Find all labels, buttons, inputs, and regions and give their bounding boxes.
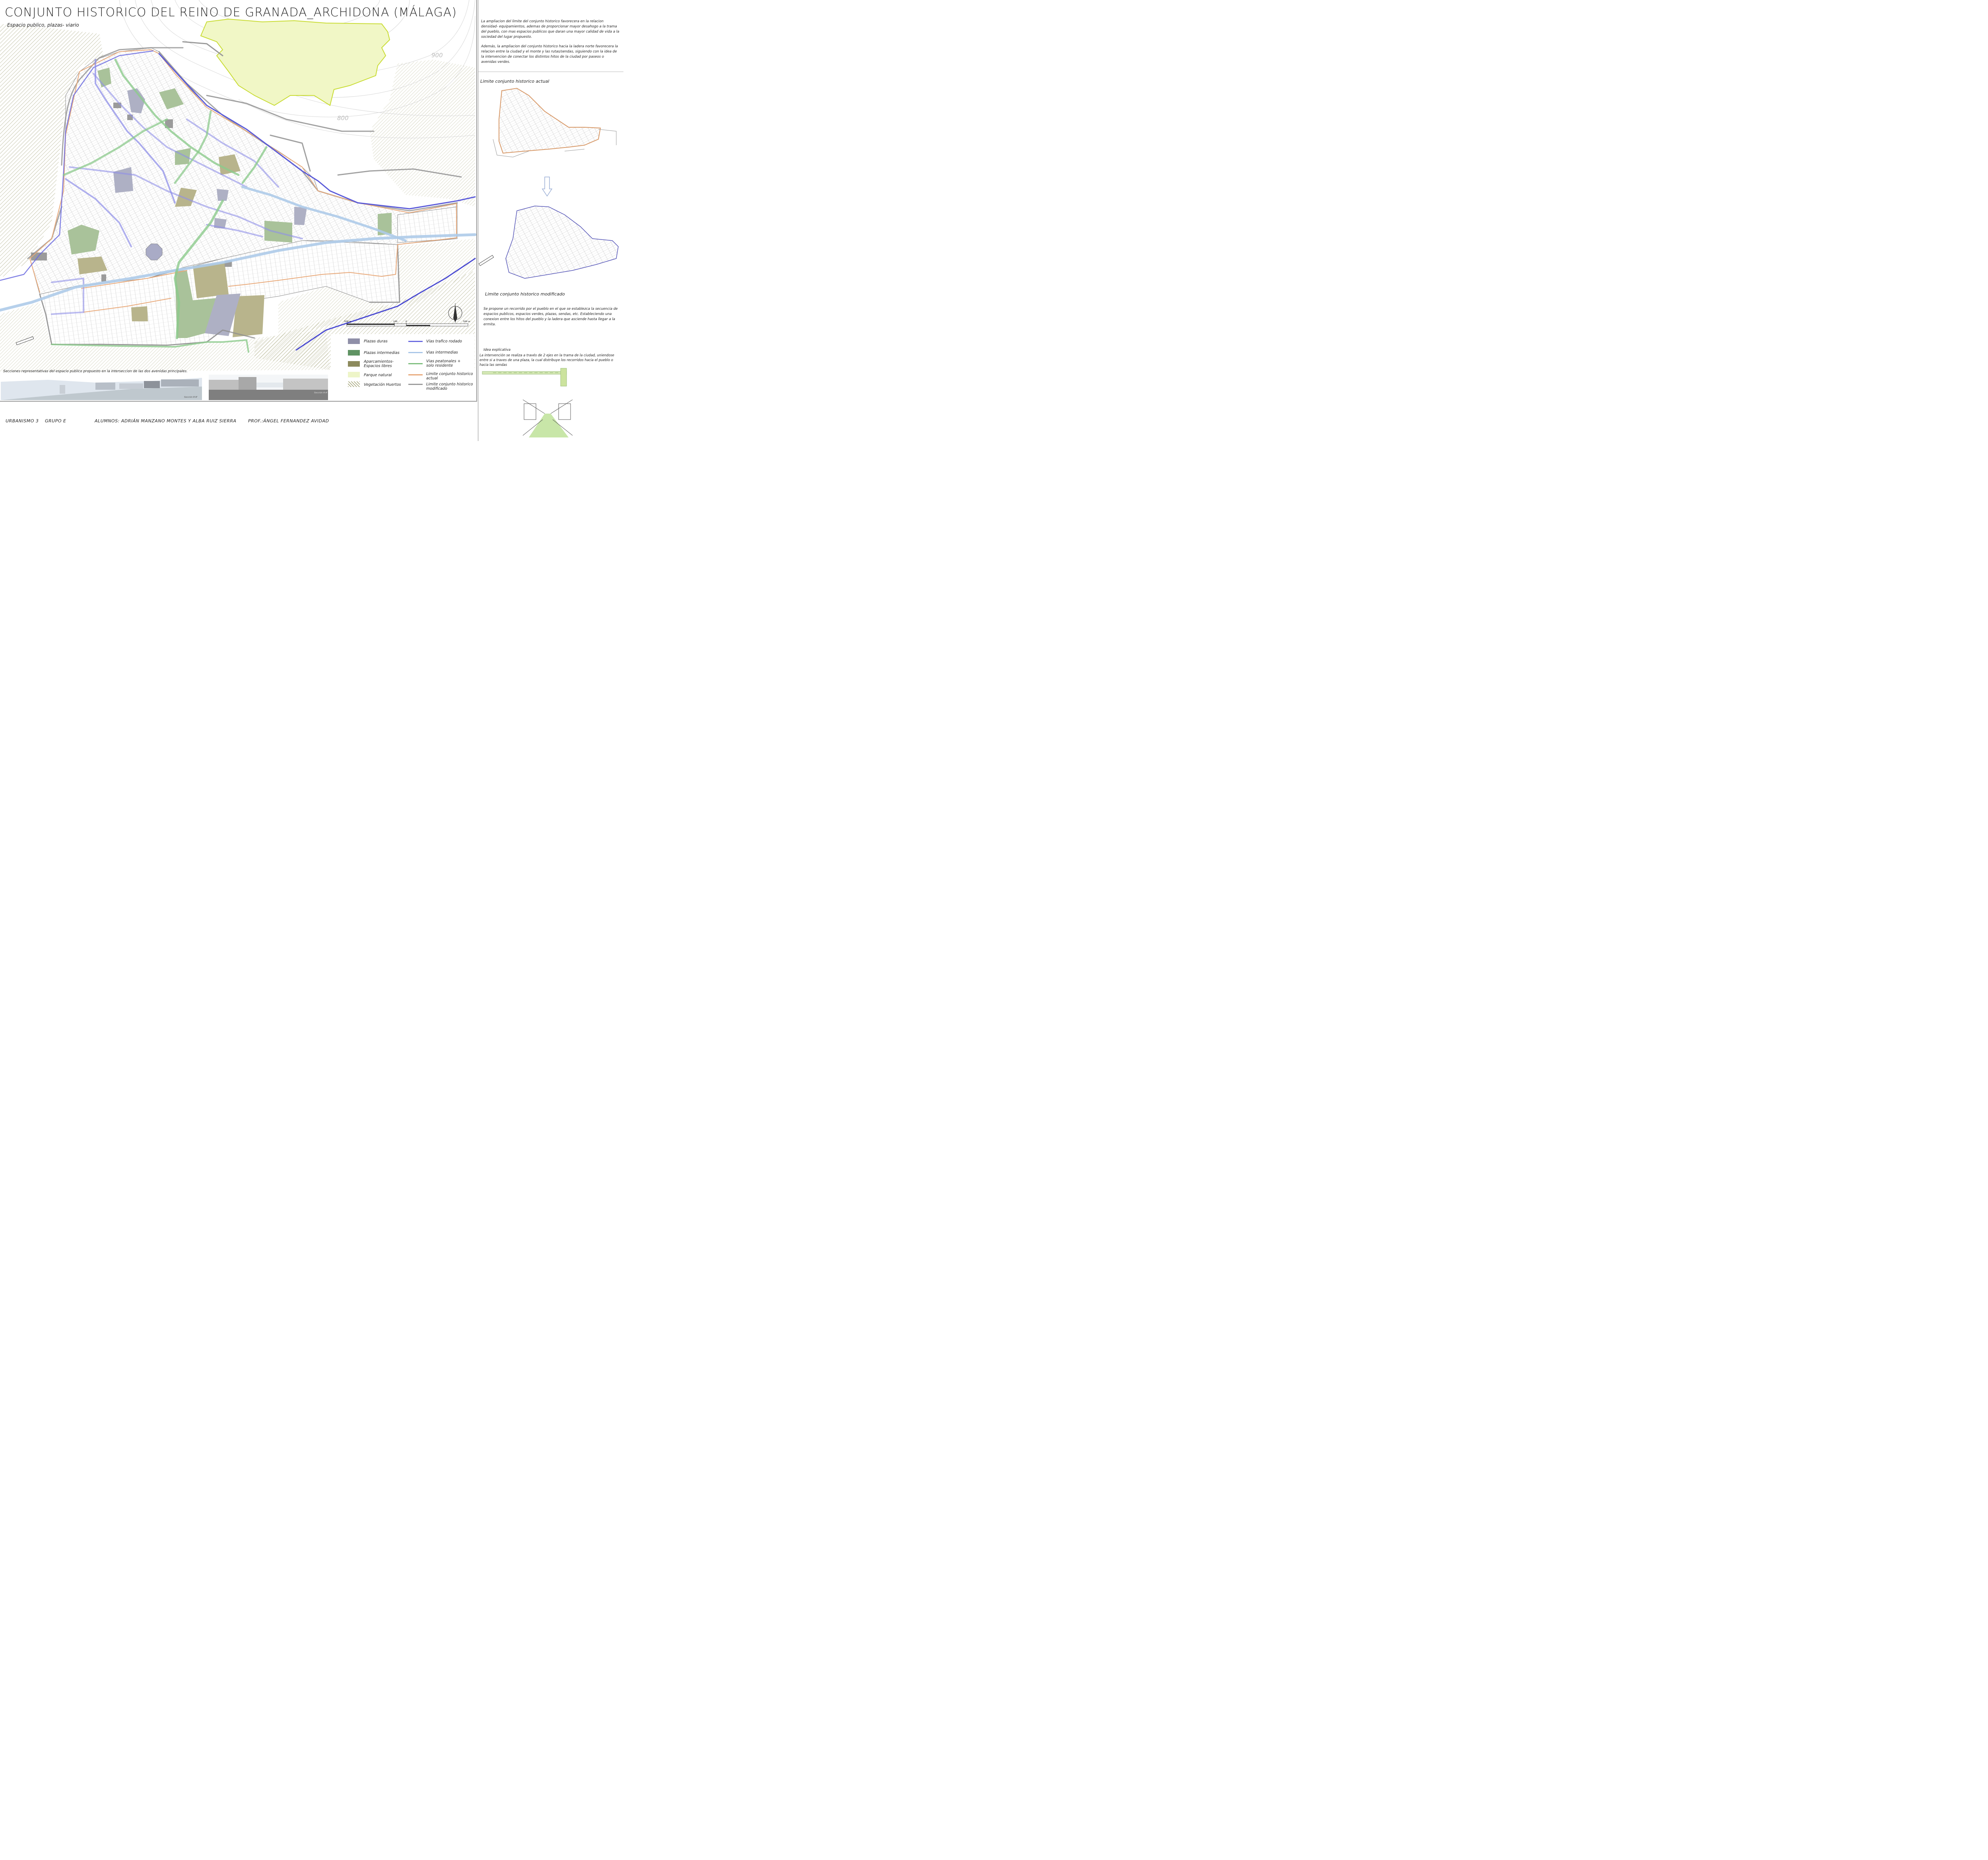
legend-label-vias-peatonales: Vias peatonales + solo residente bbox=[426, 359, 461, 368]
footer-course: URBANISMO 3 bbox=[6, 418, 39, 424]
footer-divider bbox=[0, 401, 477, 402]
legend-label-trafico-rodado: Vías trafico rodado bbox=[426, 339, 462, 344]
legend-swatch-plazas-duras bbox=[348, 338, 360, 344]
legend-label-parque-natural: Parque natural bbox=[364, 373, 392, 377]
contour-label-900: 900 bbox=[431, 52, 443, 59]
contour-label-800: 800 bbox=[337, 115, 349, 122]
vertical-divider bbox=[476, 0, 477, 401]
legend-label-limite-actual: Limite conjunto historico actual bbox=[426, 372, 473, 381]
section-drawing-a bbox=[209, 375, 328, 400]
legend-line-vias-peatonales bbox=[408, 363, 423, 364]
arrow-down-icon bbox=[542, 177, 552, 196]
legend-swatch-parque-natural bbox=[348, 372, 360, 377]
legend-line-limite-actual bbox=[408, 374, 423, 375]
footer-professor: PROF.:ÁNGEL FERNANDEZ AVIDAD bbox=[248, 418, 329, 424]
urban-plan-map bbox=[0, 0, 623, 441]
legend-label-plazas-intermedias: Plazas intermedias bbox=[364, 351, 400, 355]
page-title: CONJUNTO HISTORICO DEL REINO DE GRANADA_ARCHIDONA (MÁLAGA) bbox=[5, 6, 457, 19]
idea-text: La intervención se realiza a través de 2 ejes en la trama de la ciudad, uniendose entre si a traves de una plaza, la cual distribuye los recorridos hacia el pueblo o hacia las sendas bbox=[480, 353, 614, 367]
legend-label-aparcamientos: Aparcamientos- Espacios libres bbox=[364, 360, 394, 368]
scale-label-right: 500 m bbox=[463, 321, 470, 323]
footer-group: GRUPO E bbox=[45, 418, 66, 424]
natural-park bbox=[201, 19, 390, 105]
legend-line-limite-modificado bbox=[408, 384, 423, 385]
map-thumb-modificado bbox=[499, 203, 618, 282]
label-limite-modificado: Limite conjunto historico modificado bbox=[485, 292, 565, 297]
label-limite-actual: Limite conjunto historico actual bbox=[480, 79, 549, 84]
legend-swatch-vegetacion bbox=[348, 381, 360, 387]
scale-label-zero: 0 bbox=[406, 321, 407, 323]
proposal-paragraph: Se propone un recorrido por el pueblo en el que se establezca la secuencia de espacios publicos, espacios verdes, plazas, sendas, etc. Estableciendo una conexion entre los hitos del pueblo y la ladera que asciende hasta llegar a la ermita. bbox=[483, 307, 618, 327]
intro-paragraph-2: Además, la ampliacion del conjunto historico hacia la ladera norte favorecera la relacion entre la ciudad y el monte y las rutas/sendas, siguiendo con la idea de la intervencion de conectar los distintos hitos de la ciudad por paseos o avenidas verdes. bbox=[481, 45, 618, 64]
idea-diagram bbox=[482, 368, 567, 386]
legend-line-vias-intermedias bbox=[408, 352, 423, 353]
scale-label-left: 500 m bbox=[344, 321, 351, 323]
legend-label-vias-intermedias: Vias intermedias bbox=[426, 350, 458, 355]
legend-label-plazas-duras: Plazas duras bbox=[364, 339, 388, 344]
section-marker bbox=[479, 255, 493, 266]
scale-label-mid: 100 bbox=[393, 321, 398, 323]
page-subtitle: Espacio publico, plazas- viario bbox=[7, 22, 79, 28]
legend-label-vegetacion: Vegetación Huertos bbox=[364, 383, 401, 387]
section-drawing-b bbox=[1, 375, 202, 400]
legend-label-limite-modificado: Limite conjunto historico modificado bbox=[426, 382, 473, 391]
legend-swatch-aparcamientos bbox=[348, 361, 360, 367]
sections-caption: Secciones representativas del espacio publico propuesto en la interseccion de las dos avenidas principales. bbox=[3, 369, 188, 373]
legend-line-trafico-rodado bbox=[408, 341, 423, 342]
section-b-label: Sección B-B' bbox=[184, 396, 198, 398]
map-thumb-actual bbox=[482, 87, 619, 164]
footer-students: ALUMNOS: ADRIÁN MANZANO MONTES Y ALBA RUIZ SIERRA bbox=[95, 418, 237, 424]
idea-title: Idea explicativa bbox=[483, 348, 511, 352]
section-a-label: Sección A-A' bbox=[314, 392, 328, 394]
legend-swatch-plazas-intermedias bbox=[348, 350, 360, 356]
perspective-sketch bbox=[521, 398, 575, 437]
intro-paragraph-1: La ampliacion del limite del conjunto historico favorecera en la relacion densidad- equipamientos, ademas de proporcionar mayor desahogo a la trama del pueblo, con mas espacios publicos que daran una mayor calidad de vida a la sociedad del lugar propuesto. bbox=[481, 19, 619, 39]
